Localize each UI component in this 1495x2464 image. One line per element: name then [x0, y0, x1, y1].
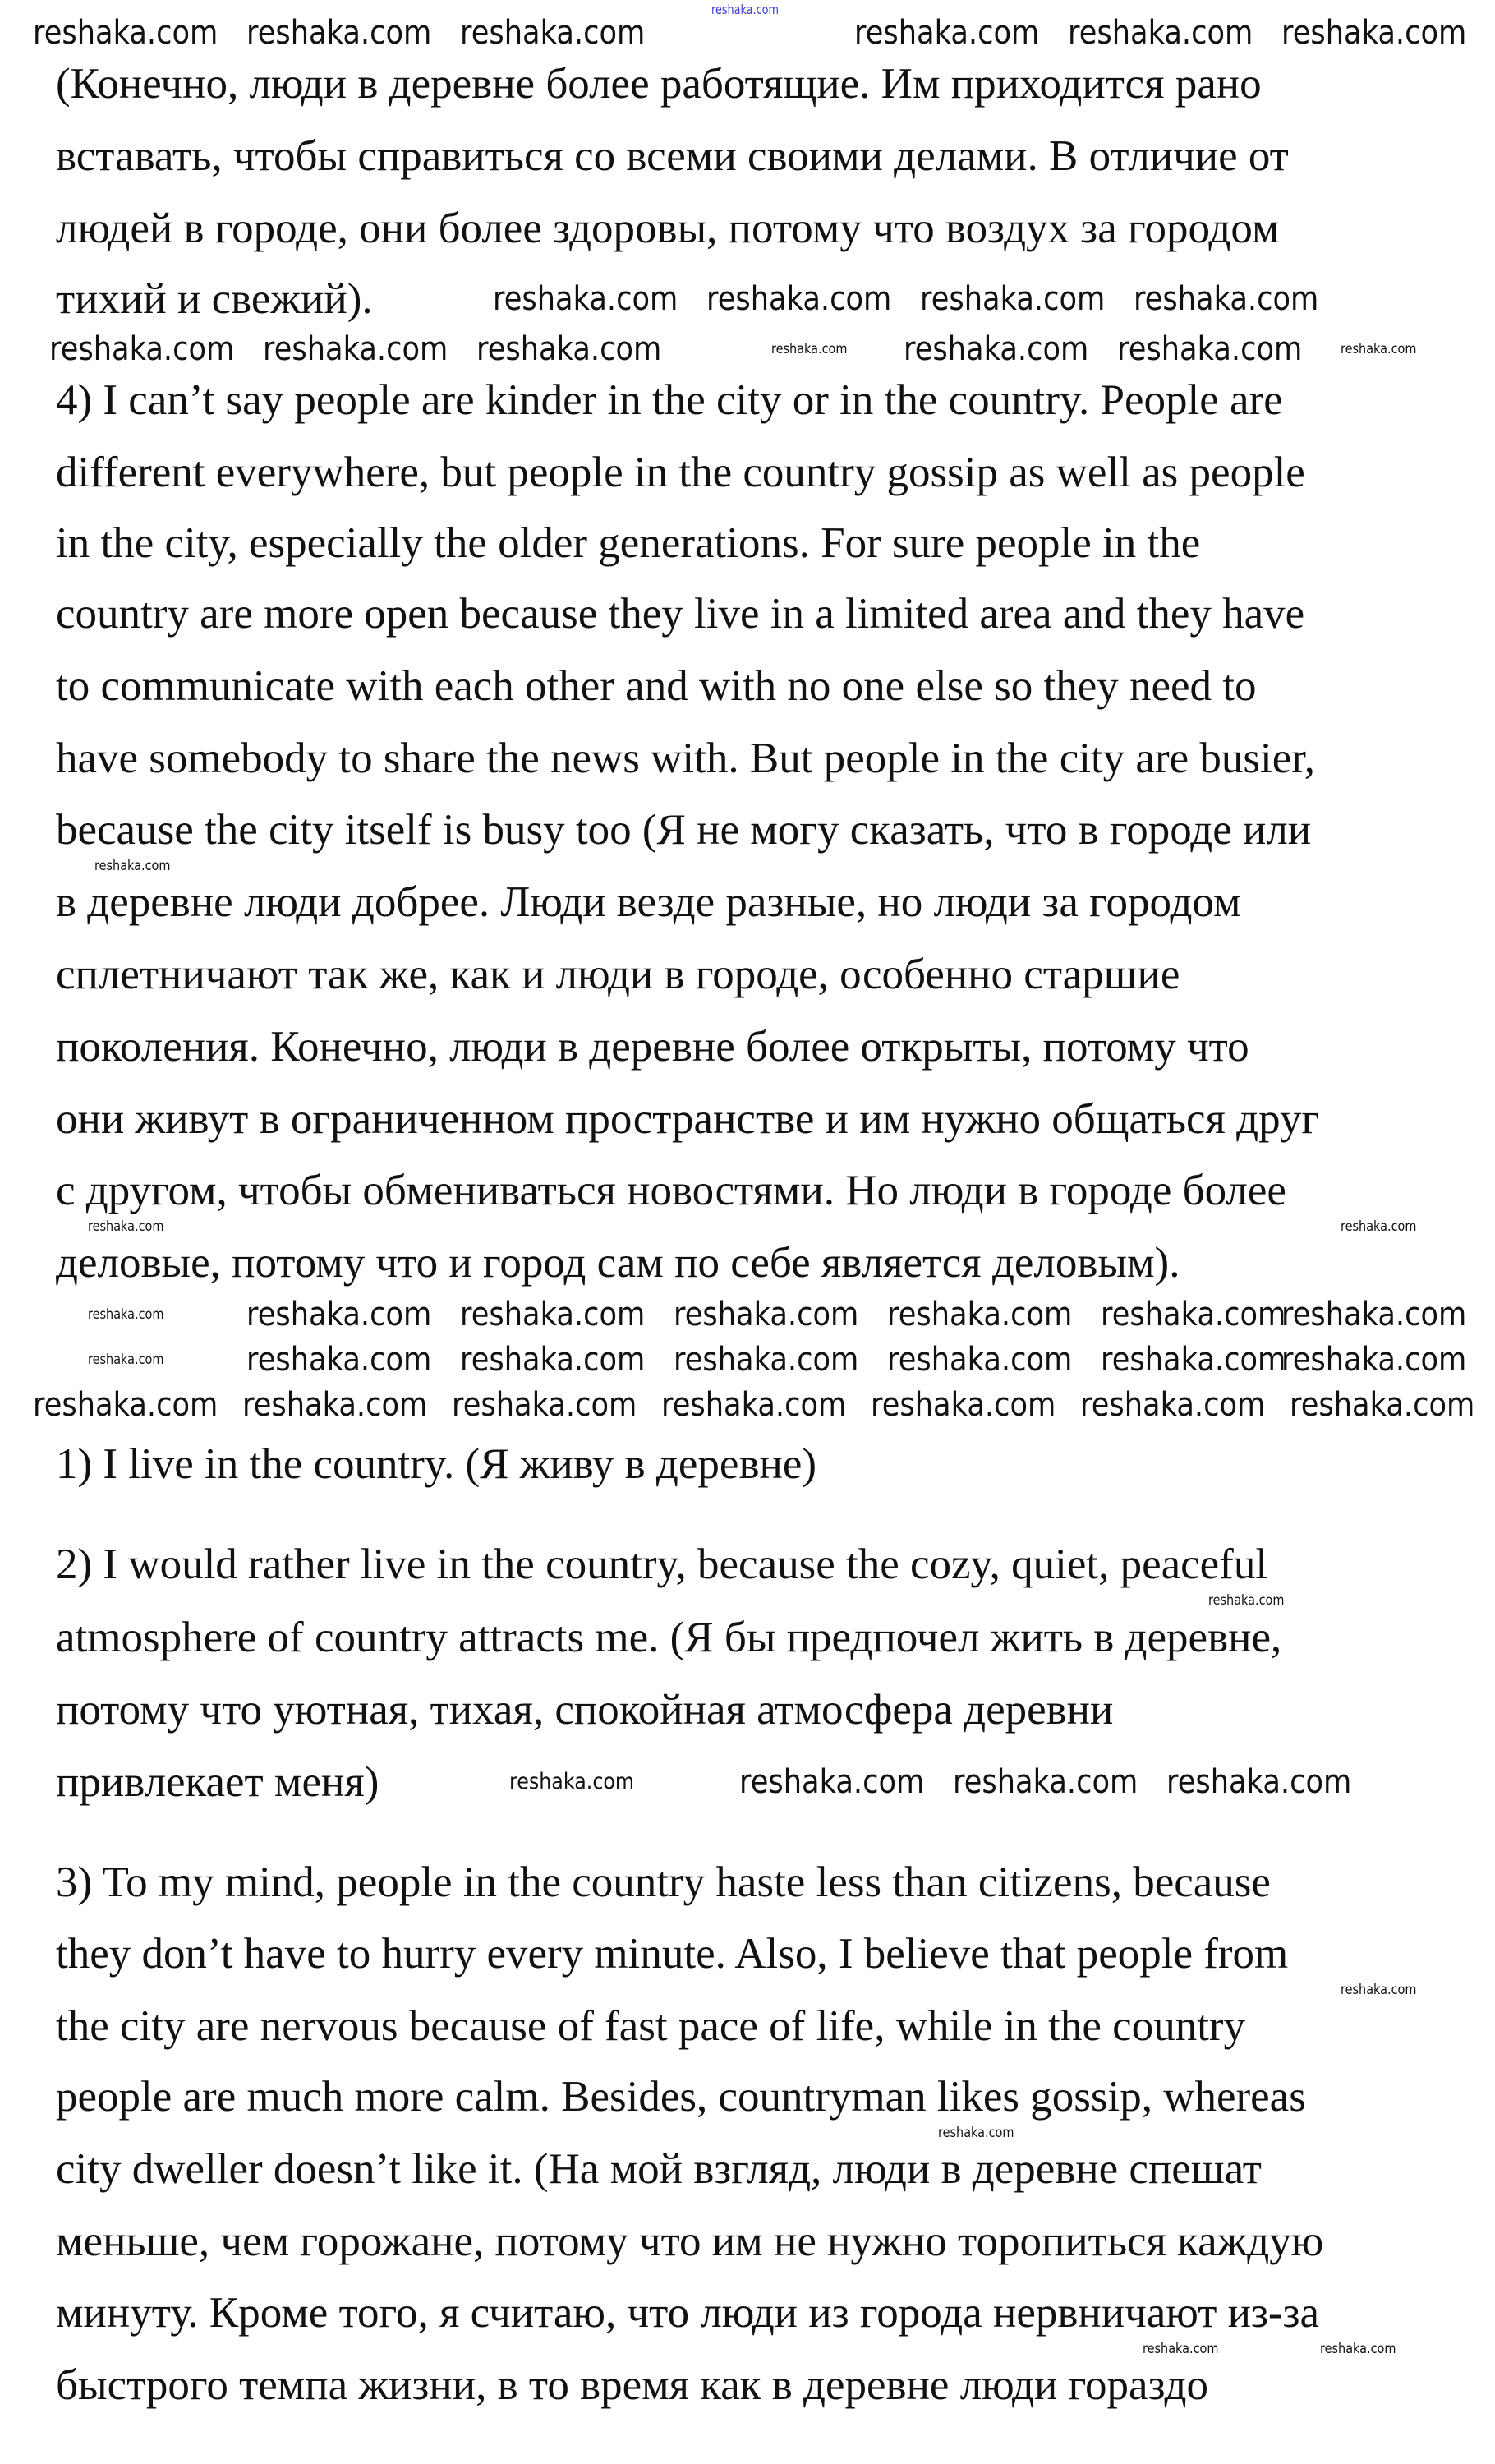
watermark: reshaka.com [953, 1763, 1138, 1801]
text-line: быстрого темпа жизни, в то время как в деревне люди гораздо [56, 2361, 1209, 2409]
text-line: поколения. Конечно, люди в деревне более открыты, потому что [56, 1023, 1249, 1071]
text-line: people are much more calm. Besides, countryman likes gossip, whereas [56, 2073, 1306, 2121]
text-line: сплетничают так же, как и люди в городе, особенно старшие [56, 951, 1180, 998]
watermark: reshaka.com [246, 14, 432, 52]
watermark: reshaka.com [1290, 1386, 1475, 1424]
watermark: reshaka.com [1341, 1982, 1417, 1998]
watermark: reshaka.com [88, 1352, 164, 1368]
watermark: reshaka.com [1166, 1763, 1352, 1801]
watermark: reshaka.com [661, 1386, 847, 1424]
watermark: reshaka.com [920, 280, 1106, 318]
watermark: reshaka.com [1117, 330, 1303, 368]
text-line: because the city itself is busy too (Я не могу сказать, что в городе или [56, 806, 1312, 854]
watermark: reshaka.com [1134, 280, 1319, 318]
watermark: reshaka.com [1281, 1341, 1467, 1379]
watermark: reshaka.com [1341, 1218, 1417, 1235]
watermark: reshaka.com [1341, 341, 1417, 357]
watermark: reshaka.com [246, 1296, 432, 1333]
watermark: reshaka.com [674, 1341, 859, 1379]
text-line: 2) I would rather live in the country, because the cozy, quiet, peaceful [56, 1541, 1268, 1588]
watermark: reshaka.com [1208, 1592, 1285, 1609]
watermark: reshaka.com [887, 1341, 1073, 1379]
text-line: 4) I can’t say people are kinder in the city or in the country. People are [56, 376, 1283, 424]
watermark: reshaka.com [509, 1769, 635, 1794]
watermark: reshaka.com [263, 330, 448, 368]
watermark: reshaka.com [460, 1341, 646, 1379]
text-line: have somebody to share the news with. But people in the city are busier, [56, 735, 1316, 782]
watermark: reshaka.com [938, 2125, 1014, 2141]
watermark: reshaka.com [854, 14, 1040, 52]
watermark: reshaka.com [739, 1763, 925, 1801]
watermark: reshaka.com [88, 1306, 164, 1323]
watermark: reshaka.com [1143, 2341, 1219, 2357]
watermark: reshaka.com [49, 330, 235, 368]
text-line: привлекает меня) [56, 1758, 380, 1806]
watermark: reshaka.com [771, 341, 848, 357]
text-line: меньше, чем горожане, потому что им не нужно торопиться каждую [56, 2218, 1324, 2265]
text-line: different everywhere, but people in the country gossip as well as people [56, 449, 1305, 496]
text-line: country are more open because they live in a limited area and they have [56, 590, 1305, 638]
watermark: reshaka.com [904, 330, 1089, 368]
text-line: the city are nervous because of fast pace of life, while in the country [56, 2002, 1246, 2050]
watermark: reshaka.com [94, 858, 171, 874]
text-line: atmosphere of country attracts me. (Я бы предпочел жить в деревне, [56, 1614, 1282, 1661]
text-line: (Конечно, люди в деревне более работящие. Им приходится рано [56, 60, 1262, 108]
watermark: reshaka.com [476, 330, 662, 368]
watermark: reshaka.com [460, 1296, 646, 1333]
watermark: reshaka.com [1320, 2341, 1396, 2357]
text-line: минуту. Кроме того, я считаю, что люди из города нервничают из-за [56, 2289, 1320, 2337]
watermark: reshaka.com [1281, 1296, 1467, 1333]
watermark: reshaka.com [706, 280, 892, 318]
text-line: потому что уютная, тихая, спокойная атмосфера деревни [56, 1686, 1114, 1734]
text-line: тихий и свежий). [56, 275, 373, 323]
watermark: reshaka.com [1281, 14, 1467, 52]
text-line: 3) To my mind, people in the country haste less than citizens, because [56, 1858, 1271, 1906]
text-line: в деревне люди добрее. Люди везде разные, но люди за городом [56, 878, 1241, 926]
watermark: reshaka.com [88, 1218, 164, 1235]
watermark: reshaka.com [493, 280, 678, 318]
watermark: reshaka.com [33, 1386, 218, 1424]
text-line: вставать, чтобы справиться со всеми своими делами. В отличие от [56, 132, 1289, 180]
text-line: they don’t have to hurry every minute. Also, I believe that people from [56, 1930, 1289, 1978]
watermark: reshaka.com [674, 1296, 859, 1333]
watermark: reshaka.com [460, 14, 646, 52]
watermark: reshaka.com [33, 14, 218, 52]
text-line: 1) I live in the country. (Я живу в деревне) [56, 1440, 816, 1488]
watermark: reshaka.com [1101, 1296, 1286, 1333]
watermark: reshaka.com [1101, 1341, 1286, 1379]
watermark: reshaka.com [242, 1386, 428, 1424]
watermark: reshaka.com [1068, 14, 1254, 52]
text-line: деловые, потому что и город сам по себе является деловым). [56, 1239, 1180, 1287]
watermark: reshaka.com [1080, 1386, 1266, 1424]
text-line: с другом, чтобы обмениваться новостями. Но люди в городе более [56, 1167, 1286, 1214]
text-line: in the city, especially the older generations. For sure people in the [56, 519, 1201, 567]
watermark: reshaka.com [452, 1386, 637, 1424]
header-watermark: reshaka.com [711, 2, 779, 17]
watermark: reshaka.com [871, 1386, 1056, 1424]
watermark: reshaka.com [887, 1296, 1073, 1333]
watermark: reshaka.com [246, 1341, 432, 1379]
text-line: city dweller doesn’t like it. (На мой взгляд, люди в деревне спешат [56, 2145, 1262, 2193]
text-line: to communicate with each other and with no one else so they need to [56, 662, 1257, 710]
text-line: они живут в ограниченном пространстве и им нужно общаться друг [56, 1095, 1320, 1143]
text-line: людей в городе, они более здоровы, потому что воздух за городом [56, 205, 1280, 252]
